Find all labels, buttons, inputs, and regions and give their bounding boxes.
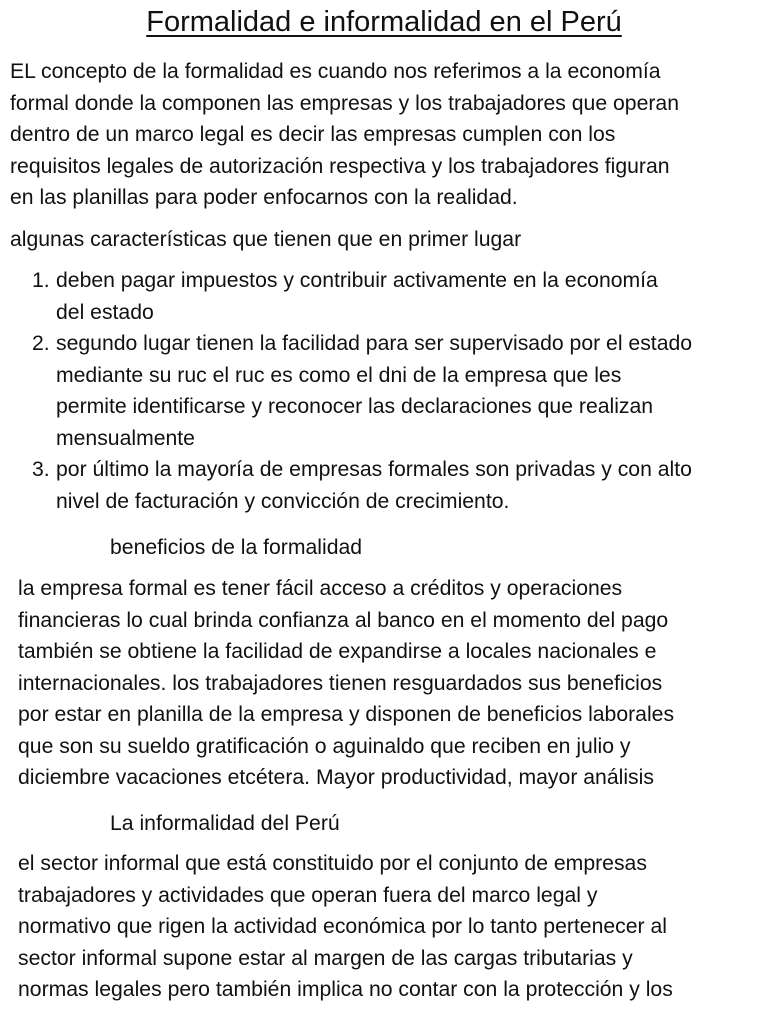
text-line: el sector informal que está constituido por el conjunto de empresas (18, 852, 647, 875)
text-line: del estado (56, 300, 154, 324)
text-line: normativo que rigen la actividad económica por lo tanto pertenecer al (18, 915, 667, 938)
text-line: requisitos legales de autorización respectiva y los trabajadores figuran (10, 154, 670, 178)
text-line: EL concepto de la formalidad es cuando nos referimos a la economía (10, 60, 661, 83)
text-line: segundo lugar tienen la facilidad para ser supervisado por el estado (56, 332, 693, 355)
list-item (0, 328, 692, 454)
text-line: en las planillas para poder enfocarnos con la realidad. (10, 186, 518, 209)
list-item (0, 265, 692, 328)
text-line: por último la mayoría de empresas formales son privadas y con alto (56, 458, 692, 481)
list-item-number: 1. (32, 269, 50, 292)
text-line: mensualmente (56, 426, 195, 450)
text-line: trabajadores y actividades que operan fuera del marco legal y (18, 883, 598, 907)
text-line: formal donde la componen las empresas y los trabajadores que operan (10, 91, 679, 115)
text-line: nivel de facturación y convicción de crecimiento. (56, 489, 510, 513)
list-item-number: 3. (32, 458, 50, 481)
text-line: la empresa formal es tener fácil acceso a créditos y operaciones (18, 577, 623, 600)
subheading-beneficios: beneficios de la formalidad (110, 536, 363, 559)
list-item-number: 2. (32, 332, 50, 355)
text-line: diciembre vacaciones etcétera. Mayor productividad, mayor análisis (18, 766, 654, 789)
paragraph-caracteristicas-intro: algunas características que tienen que en primer lugar (10, 228, 522, 251)
text-line: que son su sueldo gratificación o aguinaldo que reciben en julio y (18, 734, 631, 758)
caracteristicas-list (0, 265, 692, 517)
text-line: también se obtiene la facilidad de expandirse a locales nacionales e (18, 640, 657, 663)
text-line: deben pagar impuestos y contribuir activamente en la economía (56, 269, 658, 292)
text-line: internacionales. los trabajadores tienen resguardados sus beneficios (18, 671, 663, 695)
text-line: por estar en planilla de la empresa y disponen de beneficios laborales (18, 703, 675, 726)
text-line: financieras lo cual brinda confianza al banco en el momento del pago (18, 608, 669, 632)
list-item (0, 454, 692, 517)
paragraph-beneficios (18, 573, 674, 794)
text-line: permite identificarse y reconocer las declaraciones que realizan (56, 395, 654, 418)
paragraph-formalidad-concepto (10, 56, 679, 214)
text-line: normas legales pero también implica no contar con la protección y los (18, 978, 673, 1001)
text-line: dentro de un marco legal es decir las empresas cumplen con los (10, 123, 616, 146)
text-line: sector informal supone estar al margen de las cargas tributarias y (18, 946, 633, 970)
paragraph-informalidad (18, 848, 673, 1006)
document-title: Formalidad e informalidad en el Perú (146, 6, 622, 38)
text-line: mediante su ruc el ruc es como el dni de la empresa que les (56, 363, 622, 387)
subheading-informalidad: La informalidad del Perú (110, 812, 340, 835)
